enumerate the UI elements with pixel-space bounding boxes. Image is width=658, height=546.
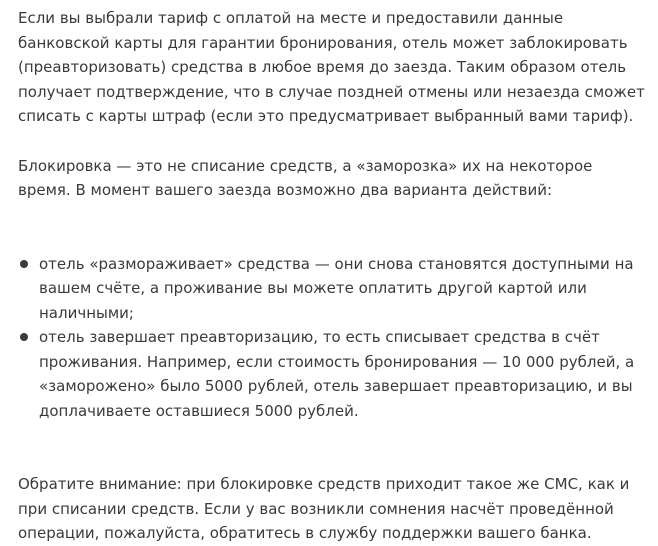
paragraph-blocking-explanation: Блокировка — это не списание средств, а «заморозка» их на некоторое время. В момент вашего заезда возможно два варианта действий: [18, 156, 593, 199]
paragraph-sms-notice: Обратите внимание: при блокировке средств приходит такое же СМС, как и при списании средств. Если у вас возникли сомнения насчёт проведённой операции, пожалуйста, обратитесь в службу поддержки вашего банка. [18, 475, 630, 542]
list-item [18, 325, 646, 423]
bullet-list-options [18, 252, 646, 424]
list-item-text: отель завершает преавторизацию, то есть списывает средства в счёт проживания. Например, если стоимость бронирования — 10 000 рублей, а «заморожено» было 5000 рублей, отель завершает преавторизацию, и вы доплачиваете оставшиеся 5000 рублей. [39, 328, 635, 420]
list-item [18, 252, 646, 326]
list-item-text: отель «размораживает» средства — они снова становятся доступными на вашем счёте, а проживание вы можете оплатить другой картой или наличными; [39, 254, 634, 322]
bullet-dot-icon [20, 260, 28, 268]
bullet-dot-icon [20, 333, 28, 341]
paragraph-card-preauthorization: Если вы выбрали тариф с оплатой на месте и предоставили данные банковской карты для гарантии бронирования, отель может заблокировать (преавторизовать) средства в любое время до заезда. Таким образом отель получает подтверждение, что в случае поздней отмены или незаезда сможет списать с карты штраф (если это предусматривает выбранный вами тариф). [18, 9, 645, 125]
